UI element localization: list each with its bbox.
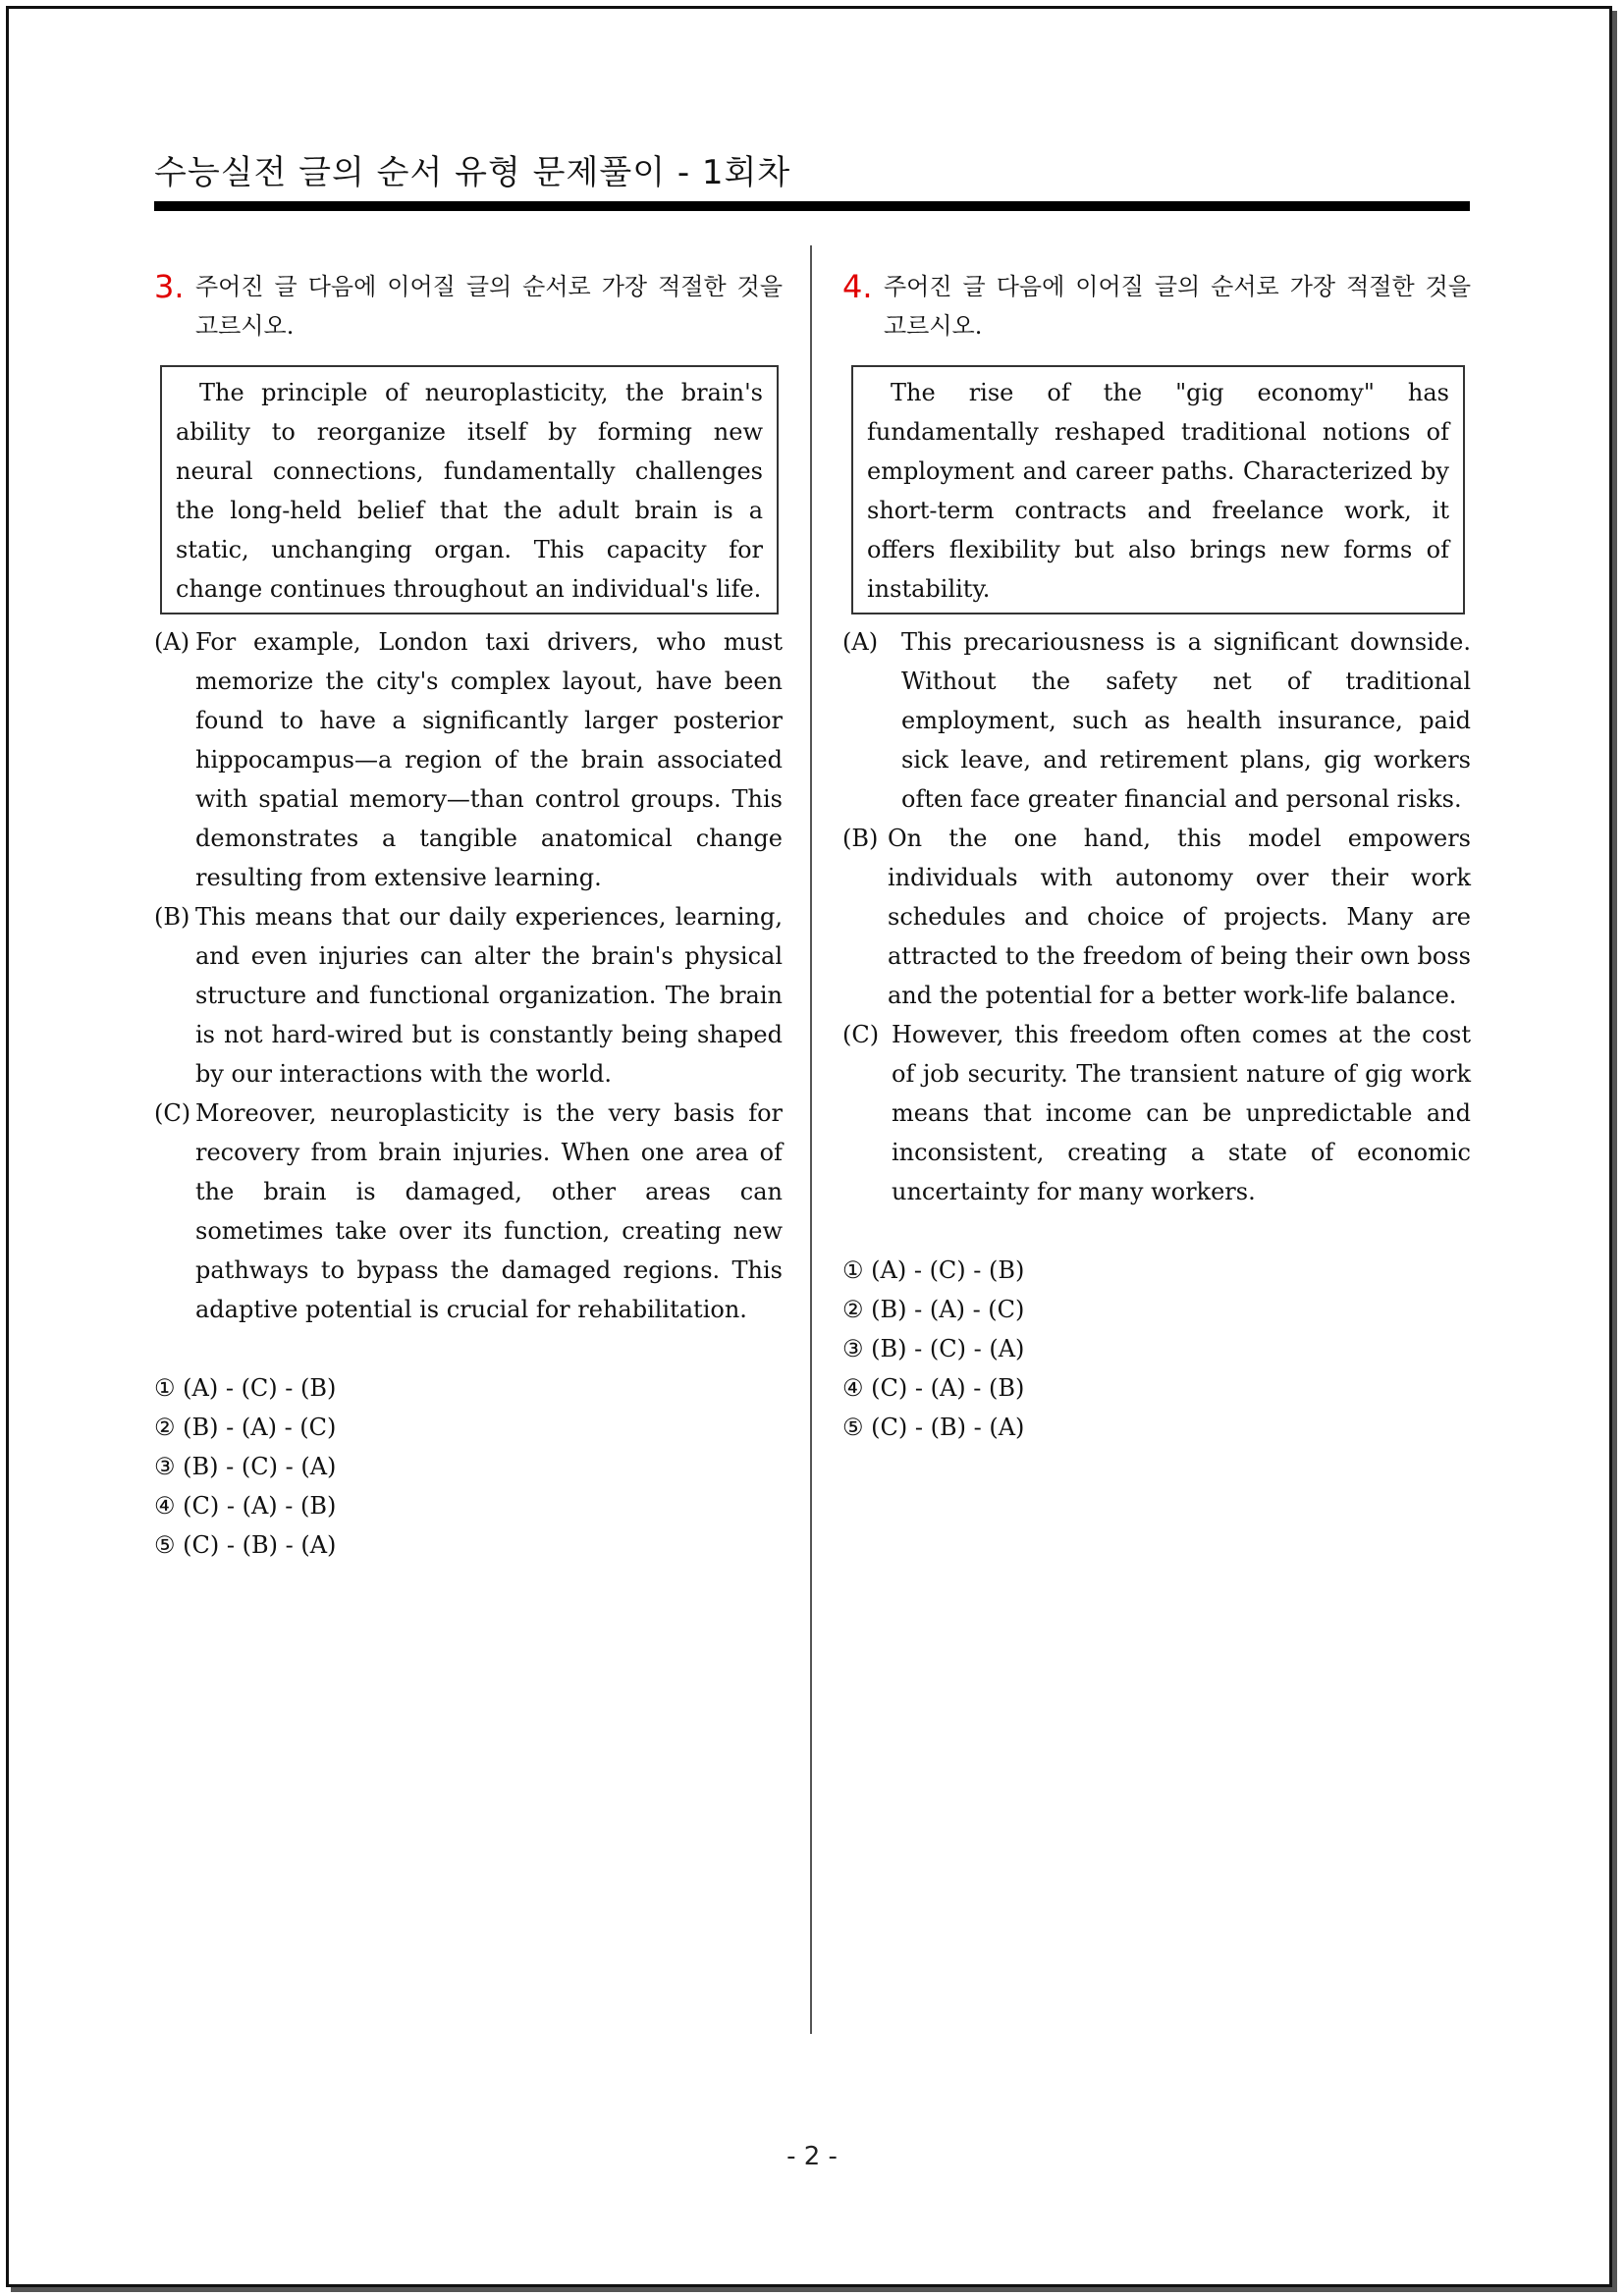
answer-choice-2[interactable]: ② (B) - (A) - (C) — [842, 1296, 1025, 1323]
answer-choice-1[interactable]: ① (A) - (C) - (B) — [842, 1256, 1025, 1284]
option-b — [154, 897, 783, 1094]
question-prompt: 주어진 글 다음에 이어질 글의 순서로 가장 적절한 것을 고르시오. — [195, 273, 783, 340]
given-passage: The principle of neuroplasticity, the brain's ability to reorganize itself by forming new neural connections, fundamentally challenges the long-held belief that the adult brain is a static, unchanging organ. This capacity for change continues throughout an individual's life. — [160, 365, 779, 614]
option-label: (A) — [154, 628, 190, 656]
answer-choice-4[interactable]: ④ (C) - (A) - (B) — [842, 1374, 1025, 1402]
option-a — [154, 622, 783, 897]
answer-choice-2[interactable]: ② (B) - (A) - (C) — [154, 1414, 337, 1441]
given-passage: The rise of the "gig economy" has fundamentally reshaped traditional notions of employment and career paths. Characterized by short-term contracts and freelance work, it offers flexibility but also brings new forms of instability. — [851, 365, 1465, 614]
option-label: (B) — [154, 903, 190, 931]
option-text: However, this freedom often comes at the cost of job security. The transient nature of gig work means that income can be unpredictable and inconsistent, creating a state of economic uncertainty for many workers. — [892, 1021, 1471, 1205]
option-text: This precariousness is a significant downside. Without the safety net of traditional employment, such as health insurance, paid sick leave, and retirement plans, gig workers often face greater financial and personal risks. — [901, 628, 1471, 813]
option-label: (A) — [842, 628, 879, 656]
page-title: 수능실전 글의 순서 유형 문제풀이 - 1회차 — [154, 153, 791, 192]
answer-choice-1[interactable]: ① (A) - (C) - (B) — [154, 1374, 337, 1402]
answer-choices — [154, 1368, 783, 1565]
answer-choices — [842, 1251, 1471, 1447]
option-text: On the one hand, this model empowers individuals with autonomy over their work schedules and choice of projects. Many are attracted to the freedom of being their own boss and the potential for a better work-life balance. — [888, 825, 1471, 1009]
column-divider — [810, 245, 812, 2034]
question-number: 4. — [842, 268, 873, 305]
answer-choice-5[interactable]: ⑤ (C) - (B) - (A) — [842, 1414, 1025, 1441]
answer-choice-3[interactable]: ③ (B) - (C) - (A) — [154, 1453, 337, 1480]
option-c — [154, 1094, 783, 1329]
option-b — [842, 819, 1471, 1015]
question-number: 3. — [154, 268, 185, 305]
option-label: (C) — [842, 1021, 880, 1048]
option-label: (C) — [154, 1099, 191, 1127]
question-3 — [154, 267, 783, 1565]
question-4 — [842, 267, 1471, 1447]
question-prompt: 주어진 글 다음에 이어질 글의 순서로 가장 적절한 것을 고르시오. — [884, 273, 1471, 340]
answer-choice-4[interactable]: ④ (C) - (A) - (B) — [154, 1492, 337, 1520]
option-text: Moreover, neuroplasticity is the very basis for recovery from brain injuries. When one area of the brain is damaged, other areas can sometimes take over its function, creating new pathways to bypass the damaged regions. This adaptive potential is crucial for rehabilitation. — [195, 1099, 783, 1323]
passage-options — [154, 622, 783, 1329]
option-text: This means that our daily experiences, learning, and even injuries can alter the brain's physical structure and functional organization. The brain is not hard-wired but is constantly being shaped by our interactions with the world. — [195, 903, 783, 1088]
option-label: (B) — [842, 825, 879, 852]
answer-choice-3[interactable]: ③ (B) - (C) - (A) — [842, 1335, 1025, 1362]
page-number: - 2 - — [786, 2142, 838, 2171]
option-a — [842, 622, 1471, 819]
option-c — [842, 1015, 1471, 1211]
answer-choice-5[interactable]: ⑤ (C) - (B) - (A) — [154, 1531, 337, 1559]
option-text: For example, London taxi drivers, who must memorize the city's complex layout, have been found to have a significantly larger posterior hippocampus—a region of the brain associated with spatial memory—than control groups. This demonstrates a tangible anatomical change resulting from extensive learning. — [195, 628, 783, 891]
passage-options — [842, 622, 1471, 1211]
header-rule — [154, 201, 1470, 211]
